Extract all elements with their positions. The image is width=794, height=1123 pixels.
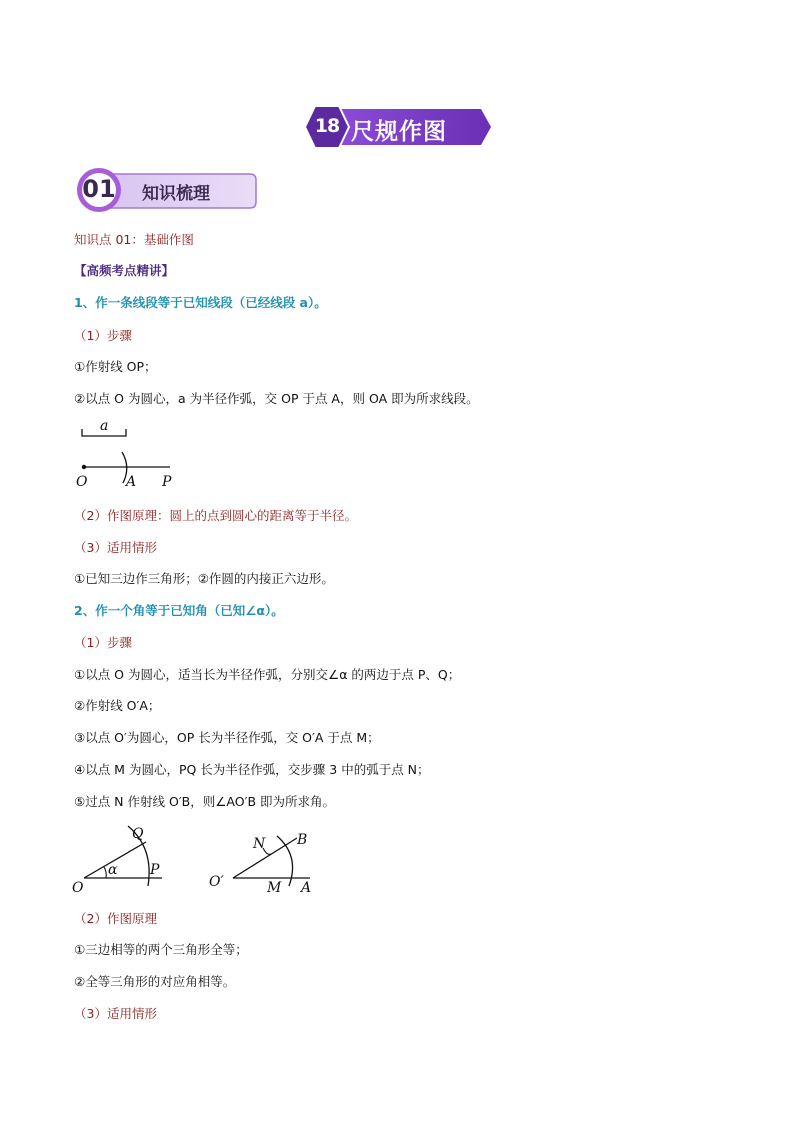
step-text: ①作射线 OP；	[74, 359, 157, 374]
section-header	[74, 166, 258, 214]
step-text: ②作射线 O′A；	[74, 698, 161, 713]
label-q: Q	[132, 826, 144, 842]
step-text: ①以点 O 为圆心，适当长为半径作弧，分别交∠α 的两边于点 P、Q；	[74, 667, 461, 682]
label-p: P	[162, 474, 172, 490]
section-number: 01	[82, 175, 116, 203]
principle-text: ①三边相等的两个三角形全等；	[74, 942, 248, 957]
subheading-usage-1: （3）适用情形	[74, 540, 157, 555]
label-m: M	[267, 880, 282, 896]
step-text: ②以点 O 为圆心，a 为半径作弧，交 OP 于点 A，则 OA 即为所求线段。	[74, 391, 479, 406]
knowledge-point-heading: 知识点 01：基础作图	[74, 232, 194, 247]
usage-text: ①已知三边作三角形；②作圆的内接正六边形。	[74, 571, 334, 586]
label-o: O	[76, 474, 88, 490]
step-text: ④以点 M 为圆心，PQ 长为半径作弧，交步骤 3 中的弧于点 N；	[74, 762, 430, 777]
label-a: A	[301, 880, 312, 896]
point-o	[82, 465, 86, 469]
label-n: N	[253, 836, 266, 852]
step-text: ⑤过点 N 作射线 O′B，则∠AO′B 即为所求角。	[74, 794, 335, 809]
subheading-principle-2: （2）作图原理	[74, 911, 157, 926]
figure-given-angle	[70, 820, 170, 896]
title-number: 18	[314, 115, 340, 137]
label-alpha: α	[108, 862, 118, 878]
label-o: O	[72, 880, 84, 896]
figure-copied-angle	[205, 826, 325, 898]
subheading-steps-2: （1）步骤	[74, 635, 132, 650]
step-text: ③以点 O′为圆心，OP 长为半径作弧，交 O′A 于点 M；	[74, 730, 380, 745]
figure-segment-construction	[70, 416, 190, 492]
label-a: a	[100, 418, 109, 434]
principle-text: ②全等三角形的对应角相等。	[74, 974, 236, 989]
label-o-prime: O′	[209, 874, 224, 890]
section-title: 知识梳理	[142, 184, 210, 204]
subheading-usage-2: （3）适用情形	[74, 1006, 157, 1021]
label-p: P	[150, 862, 160, 878]
focus-heading: 【高频考点精讲】	[74, 263, 175, 278]
title-banner	[303, 104, 493, 150]
label-a-point: A	[126, 474, 137, 490]
subheading-principle-1: （2）作图原理：圆上的点到圆心的距离等于半径。	[74, 508, 357, 523]
subheading-steps-1: （1）步骤	[74, 328, 132, 343]
page-title: 尺规作图	[351, 119, 447, 145]
angle-mark	[104, 867, 106, 878]
topic-heading-1: 1、作一条线段等于已知线段（已经线段 a）。	[74, 295, 327, 310]
topic-heading-2: 2、作一个角等于已知角（已知∠α）。	[74, 603, 284, 618]
label-b: B	[297, 832, 308, 848]
